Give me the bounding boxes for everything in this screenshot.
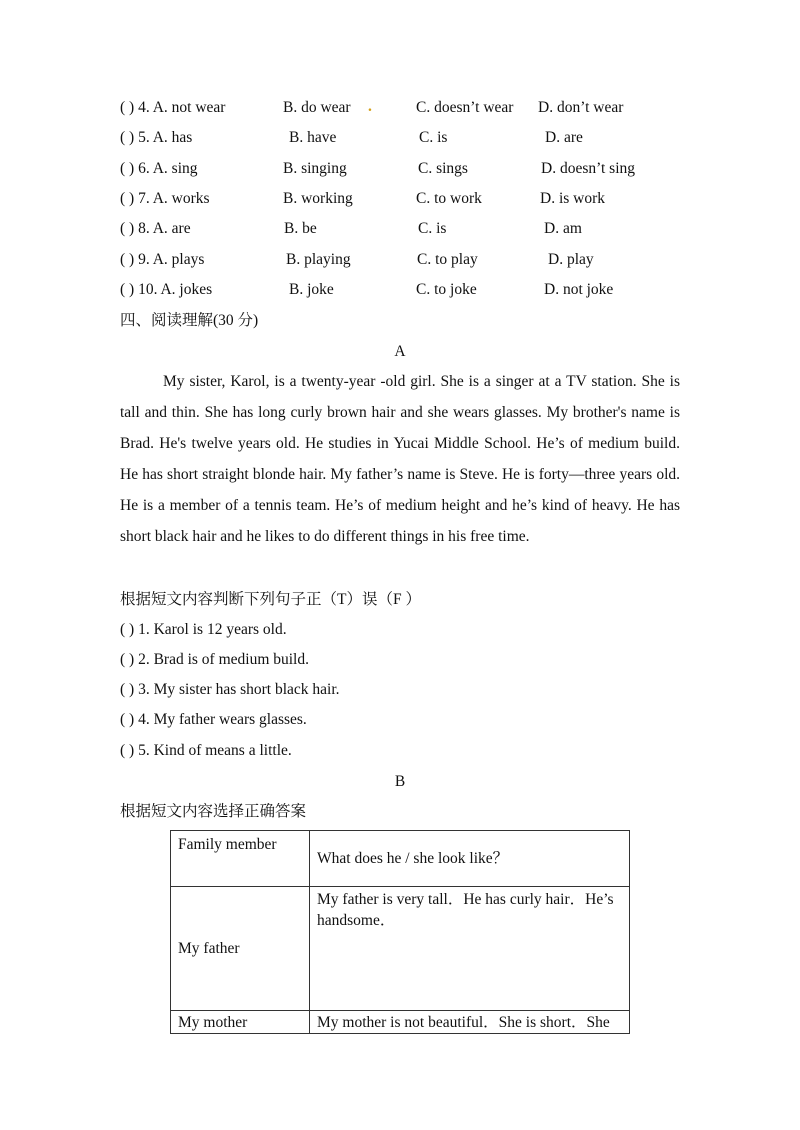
mc-option-d: D. am bbox=[544, 220, 582, 237]
mc-option-d: D. are bbox=[545, 129, 583, 146]
tf-instruction: 根据短文内容判断下列句子正（T）误（F ） bbox=[120, 591, 421, 608]
mc-option-d: D. play bbox=[548, 251, 594, 268]
passage-a-text bbox=[120, 366, 680, 552]
mc-stem: ( ) 8. A. are bbox=[120, 220, 191, 237]
mc-option-b: B. playing bbox=[286, 251, 351, 268]
table-cell-member: My father bbox=[171, 887, 310, 1011]
mc-option-c: C. sings bbox=[418, 160, 468, 177]
mc-stem: ( ) 9. A. plays bbox=[120, 251, 205, 268]
mc-option-b: B. do wear bbox=[283, 99, 351, 116]
mc-option-b: B. have bbox=[289, 129, 337, 146]
table-header-row bbox=[171, 831, 630, 887]
table-header-look: What does he / she look like？ bbox=[310, 831, 630, 887]
table-cell-description: My father is very tall．He has curly hair．He’s handsome． bbox=[310, 887, 630, 1011]
mc-option-d: D. don’t wear bbox=[538, 99, 624, 116]
passage-a-paragraph: My sister, Karol, is a twenty-year -old girl. She is a singer at a TV station. She is tall and thin. She has long curly brown hair and she wears glasses. My brother's name is Brad. He's twelve years old. He studies in Yucai Middle School. He’s of medium build. He has short straight blonde hair. My father’s name is Steve. He is forty—three years old. He is a member of a tennis team. He’s of medium height and he’s kind of heavy. He has short black hair and he likes to do different things in his free time. bbox=[120, 373, 680, 545]
mc-option-c: C. to play bbox=[417, 251, 478, 268]
mc-stem: ( ) 6. A. sing bbox=[120, 160, 198, 177]
mc-stem: ( ) 7. A. works bbox=[120, 190, 210, 207]
mc-option-b: B. joke bbox=[289, 281, 334, 298]
mc-stem: ( ) 5. A. has bbox=[120, 129, 193, 146]
tf-statement-2: ( ) 2. Brad is of medium build. bbox=[120, 651, 309, 668]
mc-stem: ( ) 10. A. jokes bbox=[120, 281, 213, 298]
mc-option-d: D. not joke bbox=[544, 281, 614, 298]
table-row bbox=[171, 1011, 630, 1034]
table-cell-member: My mother bbox=[171, 1011, 310, 1034]
mc-option-c: C. doesn’t wear bbox=[416, 99, 514, 116]
mc-option-b: B. be bbox=[284, 220, 317, 237]
mc-option-b: B. singing bbox=[283, 160, 347, 177]
table-header-member: Family member bbox=[171, 831, 310, 887]
mc-option-c: C. is bbox=[419, 129, 448, 146]
stray-mark: . bbox=[368, 98, 372, 115]
mc-option-d: D. is work bbox=[540, 190, 606, 207]
mc-option-c: C. is bbox=[418, 220, 447, 237]
table-row bbox=[171, 887, 630, 1011]
tf-statement-5: ( ) 5. Kind of means a little. bbox=[120, 742, 292, 759]
mc-option-c: C. to work bbox=[416, 190, 482, 207]
tf-statement-1: ( ) 1. Karol is 12 years old. bbox=[120, 621, 287, 638]
passage-a-label: A bbox=[394, 343, 406, 360]
passage-b-label: B bbox=[394, 773, 406, 790]
table-cell-description: My mother is not beautiful．She is short．She bbox=[310, 1011, 630, 1034]
mc-stem: ( ) 4. A. not wear bbox=[120, 99, 226, 116]
tf-statement-3: ( ) 3. My sister has short black hair. bbox=[120, 681, 340, 698]
mc-option-b: B. working bbox=[283, 190, 353, 207]
tf-statement-4: ( ) 4. My father wears glasses. bbox=[120, 711, 307, 728]
section-heading: 四、阅读理解(30 分) bbox=[120, 312, 259, 329]
mc-option-c: C. to joke bbox=[416, 281, 477, 298]
family-table bbox=[170, 830, 630, 1034]
mc-option-d: D. doesn’t sing bbox=[541, 160, 636, 177]
passage-b-instruction: 根据短文内容选择正确答案 bbox=[120, 803, 307, 820]
